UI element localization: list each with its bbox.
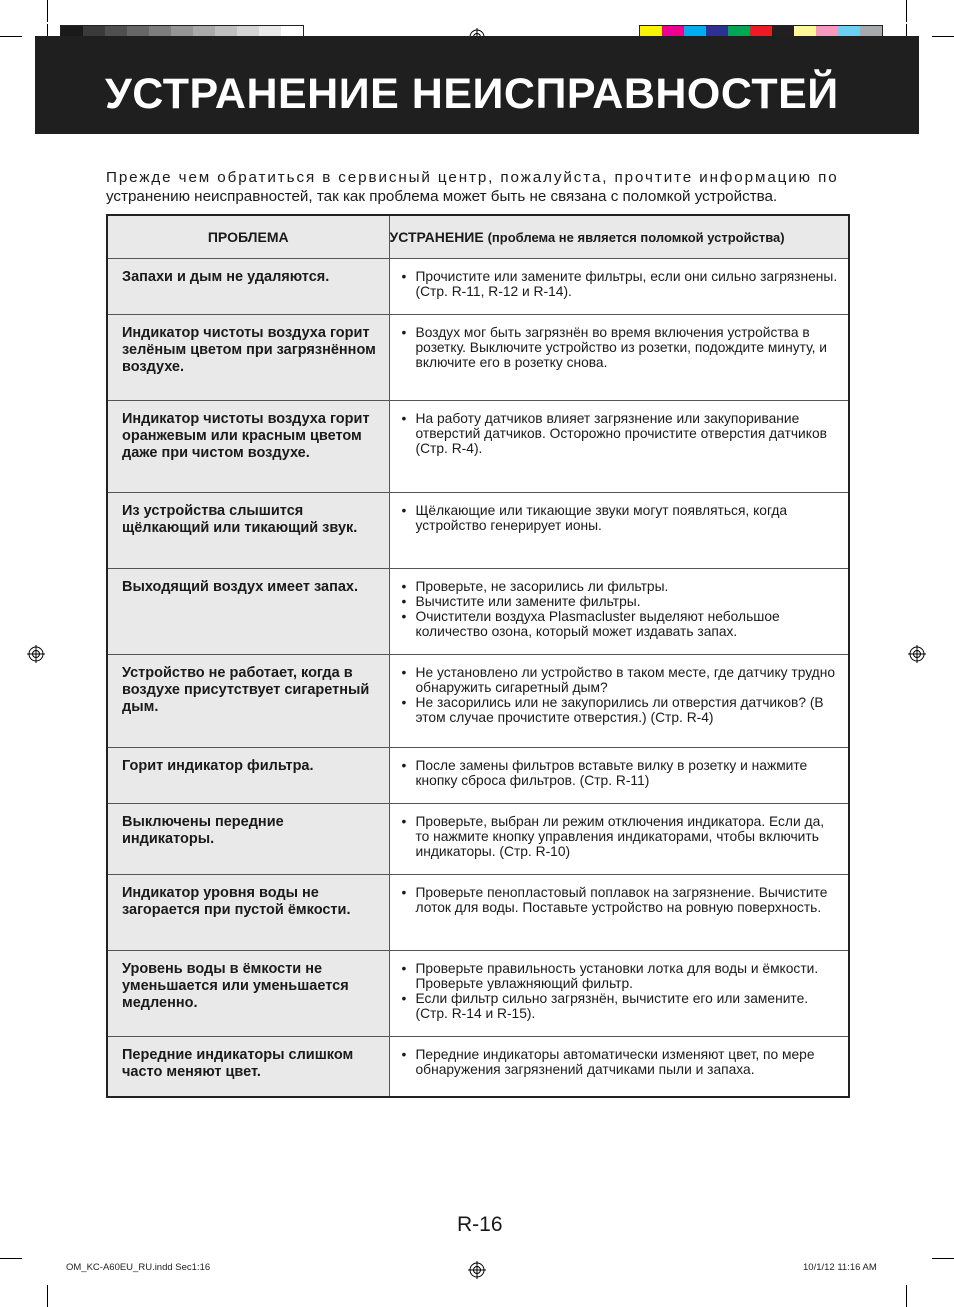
solution-item: • Не засорились или не закупорились ли отверстия датчиков? (В этом случае прочистите отверстия.) (Стр. R-4) xyxy=(402,695,841,725)
solution-cell xyxy=(389,655,849,748)
solution-list xyxy=(402,269,841,299)
table-row xyxy=(107,748,849,804)
page-header xyxy=(35,36,919,134)
problem-cell: Из устройства слышится щёлкающий или тикающий звук. xyxy=(107,493,389,569)
table-header-row xyxy=(107,215,849,259)
crop-mark xyxy=(0,36,22,37)
solution-cell xyxy=(389,748,849,804)
solution-list xyxy=(402,411,841,456)
table-row xyxy=(107,875,849,951)
solution-cell xyxy=(389,875,849,951)
problem-cell: Уровень воды в ёмкости не уменьшается или уменьшается медленно. xyxy=(107,951,389,1037)
solution-list xyxy=(402,814,841,859)
problem-cell: Выходящий воздух имеет запах. xyxy=(107,569,389,655)
solution-item: • Прочистите или замените фильтры, если они сильно загрязнены. (Стр. R-11, R-12 и R-14). xyxy=(402,269,841,299)
solution-list xyxy=(402,961,841,1021)
crop-mark xyxy=(47,1285,48,1307)
solution-header-label: УСТРАНЕНИЕ xyxy=(389,229,484,245)
table-row xyxy=(107,569,849,655)
problem-cell: Запахи и дым не удаляются. xyxy=(107,259,389,315)
solution-cell xyxy=(389,569,849,655)
solution-item: • Проверьте, не засорились ли фильтры. xyxy=(402,579,841,594)
solution-item: • Передние индикаторы автоматически изменяют цвет, по мере обнаружения загрязнений датчиками пыли и запаха. xyxy=(402,1047,841,1077)
solution-column-header xyxy=(389,215,849,259)
solution-item: • Проверьте пенопластовый поплавок на загрязнение. Вычистите лоток для воды. Поставьте устройство на ровную поверхность. xyxy=(402,885,841,915)
table-row xyxy=(107,1037,849,1097)
troubleshooting-table xyxy=(106,214,850,1098)
solution-item: • Щёлкающие или тикающие звуки могут появляться, когда устройство генерирует ионы. xyxy=(402,503,841,533)
solution-item: • Очистители воздуха Plasmacluster выделяют небольшое количество озона, который может издавать запах. xyxy=(402,609,841,639)
solution-item: • После замены фильтров вставьте вилку в розетку и нажмите кнопку сброса фильтров. (Стр. R-11) xyxy=(402,758,841,788)
solution-list xyxy=(402,758,841,788)
crop-mark xyxy=(932,1258,954,1259)
page-number: R-16 xyxy=(457,1213,503,1236)
intro-text xyxy=(106,168,850,206)
crop-mark xyxy=(906,24,907,36)
solution-cell xyxy=(389,493,849,569)
solution-list xyxy=(402,579,841,639)
registration-mark-icon xyxy=(468,1261,486,1279)
solution-item: • Не установлено ли устройство в таком месте, где датчику трудно обнаружить сигаретный дым? xyxy=(402,665,841,695)
table-row xyxy=(107,655,849,748)
solution-cell xyxy=(389,1037,849,1097)
registration-mark-icon xyxy=(27,645,45,663)
solution-cell xyxy=(389,315,849,401)
footer-file-info: OM_KC-A60EU_RU.indd Sec1:16 xyxy=(66,1262,211,1273)
crop-mark xyxy=(47,24,48,36)
solution-item: • Вычистите или замените фильтры. xyxy=(402,594,841,609)
solution-list xyxy=(402,503,841,533)
solution-item: • Проверьте правильность установки лотка для воды и ёмкости. Проверьте увлажняющий фильтр. xyxy=(402,961,841,991)
crop-mark xyxy=(906,0,907,22)
problem-cell: Индикатор чистоты воздуха горит зелёным цветом при загрязнённом воздухе. xyxy=(107,315,389,401)
crop-mark xyxy=(0,1258,22,1259)
problem-cell: Выключены передние индикаторы. xyxy=(107,804,389,875)
crop-mark xyxy=(932,36,954,37)
problem-cell: Устройство не работает, когда в воздухе присутствует сигаретный дым. xyxy=(107,655,389,748)
registration-mark-icon xyxy=(908,645,926,663)
solution-cell xyxy=(389,259,849,315)
solution-header-note: (проблема не является поломкой устройства) xyxy=(487,230,785,245)
table-row xyxy=(107,493,849,569)
solution-item: • Если фильтр сильно загрязнён, вычистите его или замените. (Стр. R-14 и R-15). xyxy=(402,991,841,1021)
page-title: УСТРАНЕНИЕ НЕИСПРАВНОСТЕЙ xyxy=(105,70,839,118)
problem-cell: Горит индикатор фильтра. xyxy=(107,748,389,804)
intro-line-1: Прежде чем обратиться в сервисный центр, пожалуйста, прочтите информацию по xyxy=(106,169,839,186)
problem-cell: Индикатор уровня воды не загорается при пустой ёмкости. xyxy=(107,875,389,951)
solution-list xyxy=(402,885,841,915)
solution-list xyxy=(402,1047,841,1077)
solution-list xyxy=(402,325,841,370)
table-row xyxy=(107,804,849,875)
table-row xyxy=(107,259,849,315)
solution-item: • На работу датчиков влияет загрязнение или закупоривание отверстий датчиков. Осторожно прочистите отверстия датчиков (Стр. R-4). xyxy=(402,411,841,456)
problem-cell: Передние индикаторы слишком часто меняют цвет. xyxy=(107,1037,389,1097)
solution-list xyxy=(402,665,841,725)
table-row xyxy=(107,401,849,493)
solution-item: • Проверьте, выбран ли режим отключения индикатора. Если да, то нажмите кнопку управления индикаторами, чтобы включить индикаторы. (Стр. R-10) xyxy=(402,814,841,859)
crop-mark xyxy=(906,1285,907,1307)
crop-mark xyxy=(47,0,48,22)
intro-line-2: устранению неисправностей, так как проблема может быть не связана с поломкой устройства. xyxy=(106,188,778,205)
solution-cell xyxy=(389,951,849,1037)
problem-cell: Индикатор чистоты воздуха горит оранжевым или красным цветом даже при чистом воздухе. xyxy=(107,401,389,493)
solution-item: • Воздух мог быть загрязнён во время включения устройства в розетку. Выключите устройство из розетки, подождите минуту, и включите его в розетку снова. xyxy=(402,325,841,370)
solution-cell xyxy=(389,804,849,875)
table-row xyxy=(107,951,849,1037)
footer-datetime: 10/1/12 11:16 AM xyxy=(803,1262,877,1273)
table-row xyxy=(107,315,849,401)
problem-column-header: ПРОБЛЕМА xyxy=(107,215,389,259)
solution-cell xyxy=(389,401,849,493)
